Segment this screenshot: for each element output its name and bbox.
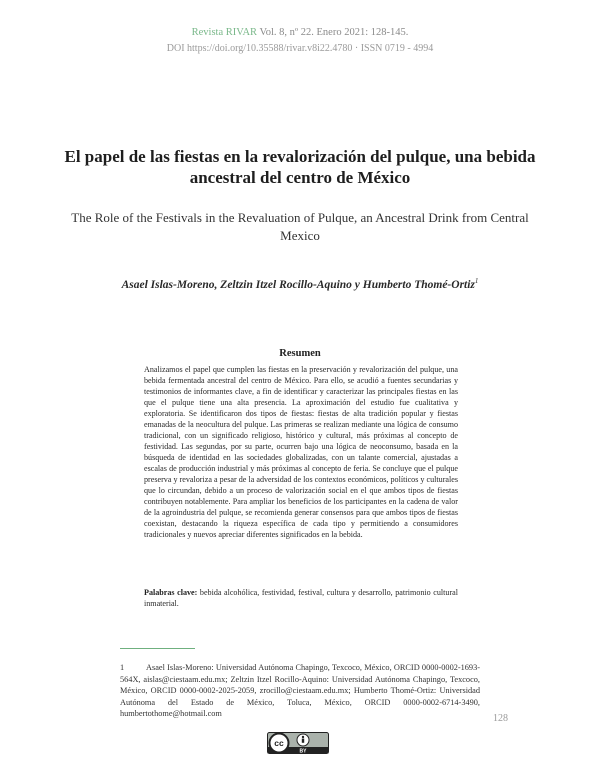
journal-header — [0, 27, 600, 38]
abstract-heading: Resumen — [279, 348, 321, 359]
title-english: The Role of the Festivals in the Revaluation of Pulque, an Ancestral Drink from Central Mexico — [71, 210, 529, 243]
keywords — [144, 587, 458, 609]
footnote — [120, 662, 480, 720]
footnote-divider — [120, 648, 195, 649]
footnote-number: 1 — [120, 663, 125, 672]
title-spanish: El papel de las fiestas en la revalorización del pulque, una bebida ancestral del centro de México — [64, 147, 536, 187]
svg-text:cc: cc — [274, 738, 284, 748]
cc-by-icon[interactable] — [267, 732, 329, 754]
keywords-text: bebida alcohólica, festividad, festival, cultura y desarrollo, patrimonio cultural inmaterial. — [144, 588, 458, 608]
journal-name: Revista RIVAR — [191, 27, 258, 38]
cc-by-label: BY — [299, 748, 307, 754]
author-footnote-marker[interactable]: 1 — [474, 277, 479, 285]
doi-line[interactable]: DOI https://doi.org/10.35588/rivar.v8i22.4780 · ISSN 0719 - 4994 — [166, 43, 434, 54]
abstract-text: Analizamos el papel que cumplen las fiestas en la preservación y revalorización del pulque, una bebida fermentada ancestral del centro de México. Para ello, se acudió a fuentes secundarias y testimonios de informantes clave, a fin de identificar y caracterizar las principales fiestas en las que el pulque tiene una alta presencia. La aproximación del estudio fue cualitativa y exploratoria. Se identificaron dos tipos de fiestas: fiestas de alta tradición popular y fiestas emanadas de la neocultura del pulque. Las primeras se realizan mediante una lógica de consumo tradicional, con un significado religioso, histórico y cultural, más próximas al concepto de festividad. Las segundas, por su parte, ocurren bajo una lógica de neoconsumo, basada en la búsqueda de identidad en las sociedades globalizadas, con un talante comercial, ajustadas a escalas de producción industrial y más próximas al concepto de feria. Se concluye que el pulque preserva y revaloriza a pesar de la adversidad de los contextos económicos, políticos y culturales que lo circundan, debido a un proceso de valorización social en el que ambos tipos de fiestas contribuyen notablemente. Para ampliar los beneficios de los participantes en la cadena de valor de la agroindustria del pulque, se recomienda generar consensos para que ambos tipos de fiestas coexistan, destacando la riqueza específica de cada tipo y permitiendo a consumidores tradicionales y nuevos apreciar diferentes significados en la bebida. — [144, 365, 458, 539]
journal-info: Vol. 8, nº 22. Enero 2021: 128-145. — [259, 27, 409, 38]
keywords-label: Palabras clave: — [144, 588, 198, 597]
author-names: Asael Islas-Moreno, Zeltzin Itzel Rocillo-Aquino y Humberto Thomé-Ortiz — [121, 278, 475, 291]
page-number: 128 — [493, 713, 508, 724]
authors — [60, 277, 540, 291]
footnote-text: Asael Islas-Moreno: Universidad Autónoma Chapingo, Texcoco, México, ORCID 0000-0002-1693-564X, aislas@ciestaam.edu.mx; Zeltzin Itzel Rocillo-Aquino: Universidad Autónoma Chapingo, Texcoco, México, ORCID 0000-0002-2025-2059, zrocillo@ciestaam.edu.mx; Humberto Thomé-Ortiz: Universidad Autónoma del Estado de México, Toluca, México, ORCID 0000-0002-6714-3490, humbertothome@hotmail.com — [120, 663, 480, 718]
